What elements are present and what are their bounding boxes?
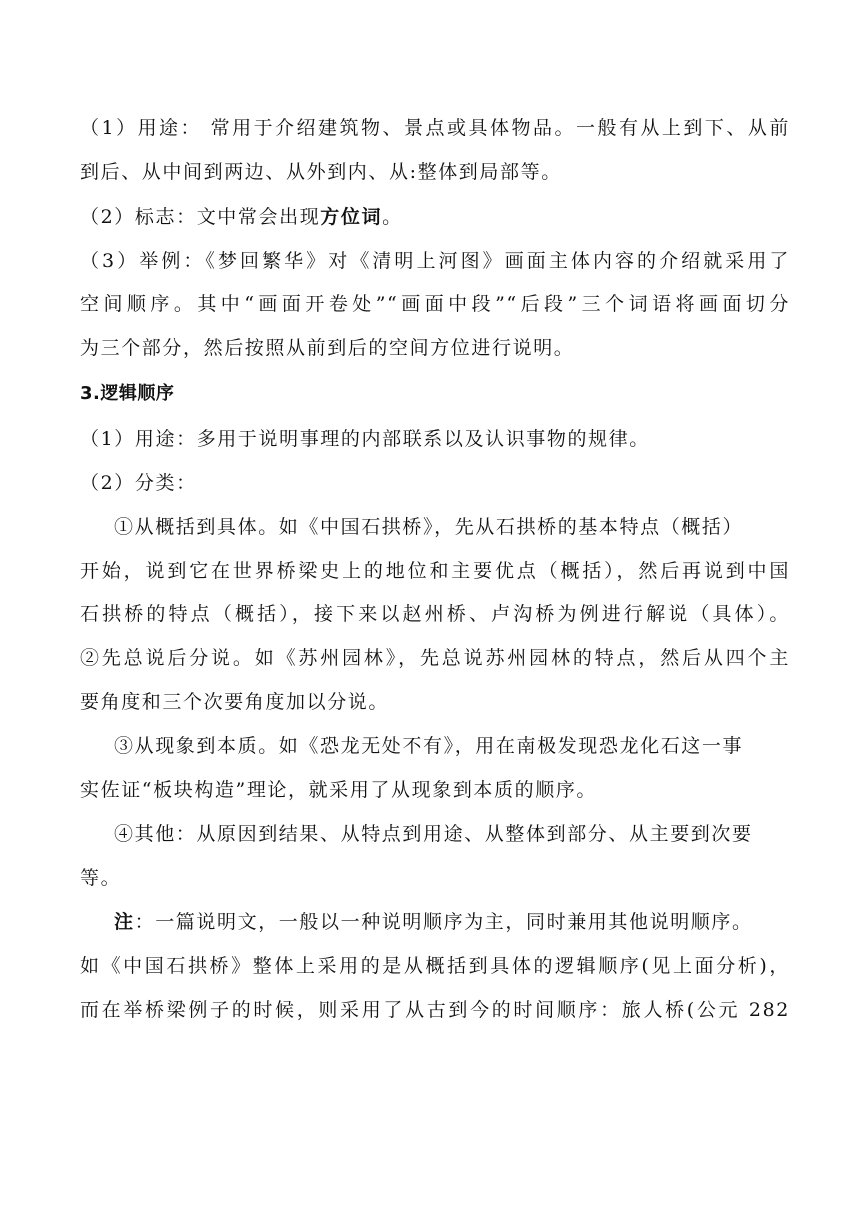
text-line: 空间顺序。其中“画面开卷处”“画面中段”“后段”三个词语将画面切分 — [80, 293, 790, 315]
text-span: （2）标志：文中常会出现 — [80, 206, 321, 228]
text-line: ④其他：从原因到结果、从特点到用途、从整体到部分、从主要到次要 — [114, 823, 753, 845]
text-line: 实佐证“板块构造”理论，就采用了从现象到本质的顺序。 — [80, 779, 598, 801]
text-line: 开始，说到它在世界桥梁史上的地位和主要优点（概括），然后再说到中国 — [80, 560, 790, 582]
text-line: 要角度和三个次要角度加以分说。 — [80, 691, 390, 713]
text-line: ①从概括到具体。如《中国石拱桥》，先从石拱桥的基本特点（概括） — [114, 516, 744, 538]
bold-term: 方位词 — [320, 206, 383, 228]
note-label: 注 — [114, 911, 135, 933]
text-line: ②先总说后分说。如《苏州园林》，先总说苏州园林的特点，然后从四个主 — [80, 647, 790, 669]
section-heading: 3.逻辑顺序 — [80, 383, 175, 404]
text-line: （1）用途： 常用于介绍建筑物、景点或具体物品。一般有从上到下、从前 — [80, 117, 790, 139]
text-line: 如《中国石拱桥》整体上采用的是从概括到具体的逻辑顺序(见上面分析)， — [80, 955, 790, 977]
text-line: 到后、从中间到两边、从外到内、从:整体到局部等。 — [80, 161, 562, 183]
text-span: 。 — [382, 206, 403, 228]
text-line — [114, 908, 790, 936]
text-line: 而在举桥梁例子的时候，则采用了从古到今的时间顺序：旅人桥(公元 282 — [80, 999, 790, 1021]
text-span: ：一篇说明文，一般以一种说明顺序为主，同时兼用其他说明顺序。 — [134, 911, 753, 933]
text-line: 石拱桥的特点（概括），接下来以赵州桥、卢沟桥为例进行解说（具体）。 — [80, 603, 790, 625]
text-line — [80, 203, 790, 231]
text-line: ③从现象到本质。如《恐龙无处不有》，用在南极发现恐龙化石这一事 — [114, 735, 744, 757]
text-line: 等。 — [80, 867, 122, 889]
text-line: （2）分类： — [80, 472, 197, 494]
text-line: （1）用途：多用于说明事理的内部联系以及认识事物的规律。 — [80, 428, 650, 450]
text-line: （3）举例：《梦回繁华》对《清明上河图》画面主体内容的介绍就采用了 — [80, 250, 790, 272]
text-line: 为三个部分，然后按照从前到后的空间方位进行说明。 — [80, 337, 575, 359]
